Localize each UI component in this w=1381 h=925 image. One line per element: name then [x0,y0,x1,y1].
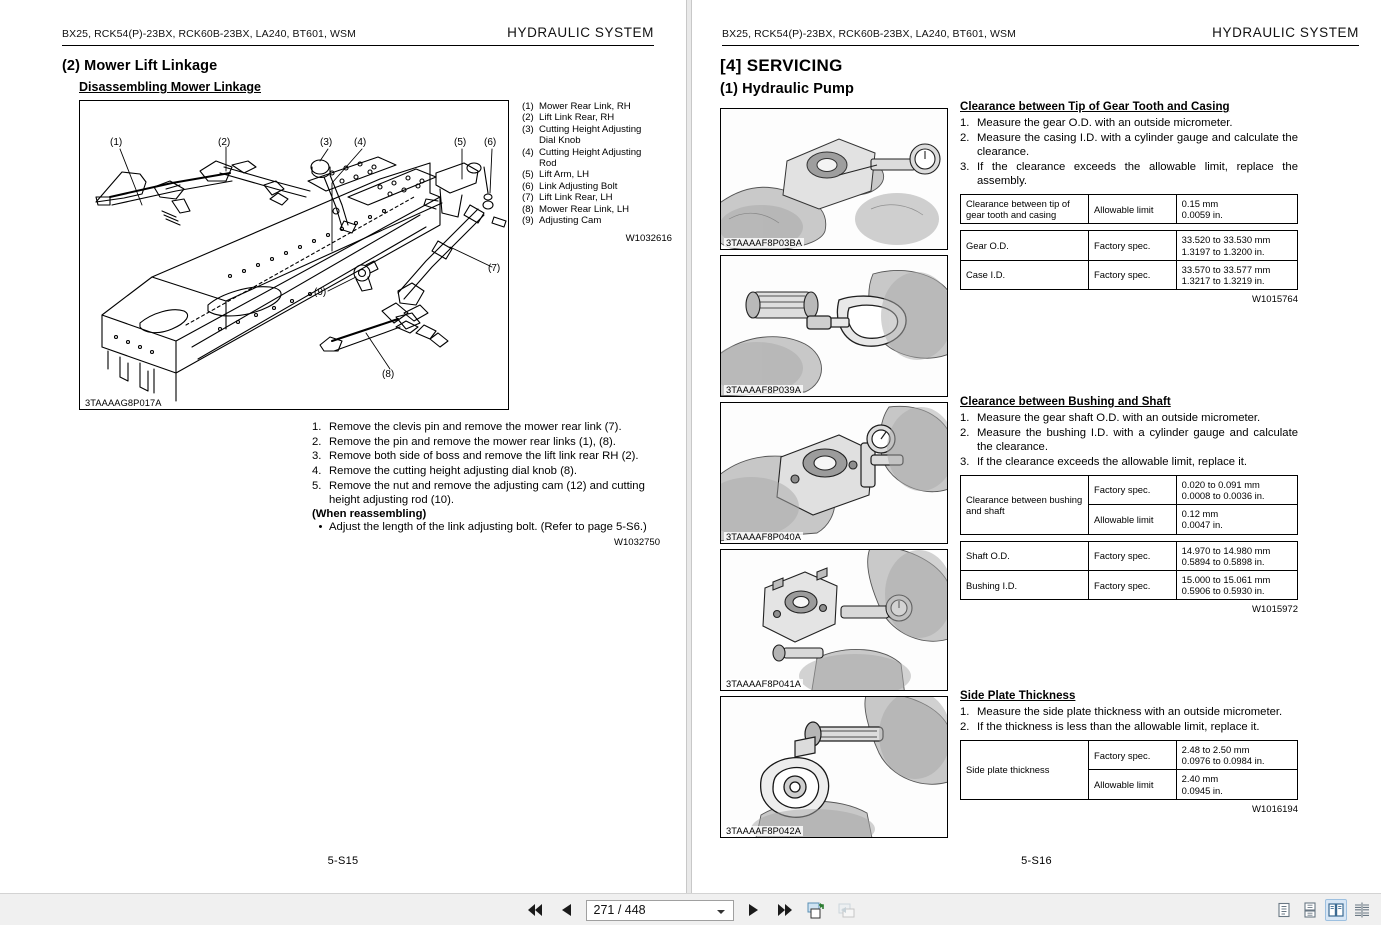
step-number: 1. [960,706,970,718]
disassembly-steps-list [312,420,660,507]
block-steps [960,411,1298,469]
list-item [960,720,1298,734]
spec-item: Gear O.D. [961,231,1089,260]
parts-legend [522,101,672,244]
svg-text:(7): (7) [488,263,501,274]
first-page-icon [527,903,543,917]
step-text: Remove both side of boss and remove the lift link rear RH (2). [329,450,639,463]
two-page-view-button[interactable] [1325,899,1347,921]
spec-value-mm: 0.12 mm [1181,508,1219,520]
part-label: Lift Link Rear, RH [539,112,615,124]
svg-text:(9): (9) [314,287,327,298]
list-item [522,181,672,192]
list-item [312,449,660,463]
part-label-cont: Dial Knob [539,135,581,147]
spec-value [1176,541,1297,570]
step-number: 5. [312,479,322,492]
page-left[interactable] [0,0,686,893]
spec-value-in: 0.5906 to 0.5930 in. [1181,585,1265,597]
step-text: Measure the gear O.D. with an outside micrometer. [977,117,1233,129]
list-item [522,147,672,158]
previous-page-button[interactable] [555,899,577,921]
export-document-button[interactable] [836,899,858,921]
spec-item: Bushing I.D. [961,571,1089,600]
list-item [960,131,1298,159]
spec-item: Clearance between tip of gear tooth and casing [961,195,1089,224]
spec-value-in: 0.5894 to 0.5898 in. [1181,555,1265,567]
photo-illustration [721,403,948,544]
reassembling-heading: (When reassembling) [312,508,427,521]
open-document-button[interactable] [805,899,827,921]
spec-type: Factory spec. [1089,541,1177,570]
spec-value-mm: 15.000 to 15.061 mm [1181,574,1271,586]
spec-value [1176,260,1297,289]
step-text: Measure the side plate thickness with an outside micrometer. [977,706,1283,718]
spec-value-mm: 33.520 to 33.530 mm [1181,234,1271,246]
diagram-callout-labels [110,137,500,380]
table-row [961,541,1298,570]
spec-item: Shaft O.D. [961,541,1089,570]
table-row [961,260,1298,289]
table-row [961,195,1298,224]
spec-value [1176,231,1297,260]
spec-item: Case I.D. [961,260,1089,289]
step-text: Measure the gear shaft O.D. with an outside micrometer. [977,412,1261,424]
list-item [522,101,672,112]
photo-gear-od-measure [720,108,948,250]
block-title: Clearance between Tip of Gear Tooth and Casing [960,101,1230,113]
header-rule [722,45,1359,46]
mower-linkage-drawing [80,101,509,410]
step-number: 2. [960,426,970,439]
last-page-button[interactable] [774,899,796,921]
spec-table-dimensions [960,541,1298,601]
subsection-title: Disassembling Mower Linkage [79,80,261,94]
parts-legend-list [522,101,672,226]
header-system-text: HYDRAULIC SYSTEM [507,25,654,40]
part-number: (3) [522,123,534,135]
step-text: Remove the nut and remove the adjusting cam (12) and cutting height adjusting rod (10). [329,479,645,507]
photo-pump-body-shaft [720,549,948,691]
spec-value-in: 0.0008 to 0.0036 in. [1181,490,1265,502]
spec-value-mm: 2.40 mm [1181,773,1219,785]
page-right[interactable] [692,0,1381,893]
page-number-field[interactable] [586,900,734,921]
step-text: Measure the bushing I.D. with a cylinder gauge and calculate the clearance. [977,426,1298,453]
header-rule [62,45,654,46]
svg-text:(3): (3) [320,137,333,148]
part-label: Cutting Height Adjusting [539,123,642,135]
step-number: 2. [960,131,970,144]
spec-value [1176,195,1297,224]
first-page-button[interactable] [524,899,546,921]
chevron-down-icon[interactable] [717,910,725,914]
step-number: 3. [312,450,322,463]
mower-linkage-diagram [79,100,509,410]
list-item [522,112,672,123]
figure-code: 3TAAAAG8P017A [85,398,162,408]
spec-value [1176,740,1297,769]
two-page-view-icon [1328,902,1344,918]
list-item [960,426,1298,454]
toolbar-navigation-group [0,894,1381,925]
list-item [960,160,1298,188]
page-header-left [62,25,654,46]
spec-type: Factory spec. [1089,740,1177,769]
list-item [522,215,672,226]
list-item [960,705,1298,719]
block-code: W1015972 [1252,604,1298,616]
step-text: Remove the cutting height adjusting dial knob (8). [329,465,578,478]
header-model-text: BX25, RCK54(P)-23BX, RCK60B-23BX, LA240, BT601, WSM [62,28,356,40]
photo-illustration [721,256,948,397]
spec-item: Clearance between bushing and shaft [961,475,1089,534]
svg-text:(2): (2) [218,137,231,148]
list-item [312,479,660,507]
photo-code: 3TAAAAF8P041A [726,679,802,689]
page-header-right [722,25,1359,46]
spec-value-mm: 2.48 to 2.50 mm [1181,743,1250,755]
spec-table-side-plate [960,740,1298,800]
continuous-page-view-button[interactable] [1299,899,1321,921]
block-title: Clearance between Bushing and Shaft [960,396,1171,408]
block-title: Side Plate Thickness [960,690,1076,702]
disassembly-steps [312,420,660,548]
spec-type: Allowable limit [1089,770,1177,799]
part-number: (1) [522,101,534,112]
list-item [312,435,660,449]
book-view-button[interactable] [1351,899,1373,921]
photo-code: 3TAAAAF8P040A [726,532,802,542]
block-steps [960,116,1298,188]
block-code: W1015764 [1252,294,1298,306]
part-number: (8) [522,203,534,215]
list-item [522,192,672,203]
step-number: 1. [960,117,970,129]
photo-code: 3TAAAAF8P042A [726,826,802,836]
continuous-page-view-icon [1302,902,1318,918]
step-number: 1. [960,412,970,424]
spec-table-dimensions [960,230,1298,290]
spec-type: Allowable limit [1089,505,1177,534]
list-item [960,455,1298,469]
step-text: Measure the casing I.D. with a cylinder gauge and calculate the clearance. [977,131,1298,158]
header-system-text: HYDRAULIC SYSTEM [1212,25,1359,40]
open-document-icon [807,902,825,919]
next-page-button[interactable] [743,899,765,921]
svg-text:(5): (5) [454,137,467,148]
hydraulic-pump-title: (1) Hydraulic Pump [720,81,854,97]
part-label: Link Adjusting Bolt [539,180,618,192]
step-text: If the clearance exceeds the allowable limit, replace the assembly. [977,160,1298,187]
book-view-icon [1354,902,1370,918]
photo-code: 3TAAAAF8P039A [726,385,802,395]
spec-value-in: 1.3197 to 1.3200 in. [1181,245,1265,257]
toolbar-view-modes-group [1273,894,1373,925]
block-steps [960,705,1298,734]
spec-value [1176,770,1297,799]
spec-type: Factory spec. [1089,260,1177,289]
step-number: 2. [312,435,322,448]
spec-type: Factory spec. [1089,231,1177,260]
reassembling-bullet-text: Adjust the length of the link adjusting bolt. (Refer to page 5-S6.) [329,521,647,534]
table-row [961,475,1298,504]
list-item [312,464,660,478]
spec-value-mm: 0.020 to 0.091 mm [1181,478,1260,490]
part-number: (6) [522,180,534,192]
export-document-icon [838,902,856,919]
block-code: W1016194 [1252,803,1298,815]
step-text: If the thickness is less than the allowable limit, replace it. [977,720,1260,733]
spec-type: Factory spec. [1089,571,1177,600]
photo-illustration [721,697,948,838]
spec-value-mm: 14.970 to 14.980 mm [1181,544,1271,556]
spec-value-mm: 0.15 mm [1181,198,1219,210]
header-model-text: BX25, RCK54(P)-23BX, RCK60B-23BX, LA240, BT601, WSM [722,28,1016,40]
single-page-view-button[interactable] [1273,899,1295,921]
step-number: 3. [960,455,970,468]
step-text: Remove the clevis pin and remove the mower rear link (7). [329,421,622,433]
part-label: Lift Link Rear, LH [539,192,613,204]
spec-value-mm: 33.570 to 33.577 mm [1181,263,1271,275]
step-number: 1. [312,421,322,433]
steps-code: W1032750 [614,537,660,549]
part-number: (9) [522,215,534,227]
single-page-view-icon [1276,902,1292,918]
list-item [960,116,1298,130]
part-label: Lift Arm, LH [539,169,590,181]
bullet-icon: • [318,521,323,534]
reassembling-bullet-row [312,520,660,534]
spec-item: Side plate thickness [961,740,1089,799]
step-text: If the clearance exceeds the allowable limit, replace it. [977,455,1248,468]
step-number: 3. [960,160,970,173]
section-title: (2) Mower Lift Linkage [62,58,218,74]
spec-value-in: 1.3217 to 1.3219 in. [1181,275,1265,287]
part-label: Mower Rear Link, RH [539,101,631,112]
spec-type: Factory spec. [1089,475,1177,504]
spec-value [1176,571,1297,600]
photo-illustration [721,109,948,250]
spec-value-in: 0.0945 in. [1181,784,1223,796]
table-row [961,571,1298,600]
next-page-icon [748,903,760,917]
svg-text:(4): (4) [354,137,367,148]
spec-block-bushing-shaft [960,396,1298,615]
photo-side-plate-micrometer [720,696,948,838]
list-item [522,204,672,215]
spec-value [1176,475,1297,504]
photo-code: 3TAAAAF8P03BA [726,238,803,248]
viewer-toolbar [0,893,1381,925]
part-label: Mower Rear Link, LH [539,203,630,215]
photo-bushing-gauge [720,402,948,544]
servicing-title: [4] SERVICING [720,56,843,75]
spec-table-clearance [960,475,1298,535]
spec-value-in: 0.0976 to 0.0984 in. [1181,755,1265,767]
svg-text:(6): (6) [484,137,497,148]
last-page-icon [777,903,793,917]
list-item [312,420,660,434]
page-number-value[interactable]: 271 / 448 [593,903,646,917]
page-number-right: 5-S16 [1021,855,1052,867]
list-item [960,411,1298,425]
step-number: 2. [960,720,970,733]
spec-table-clearance [960,194,1298,224]
list-item [522,169,672,180]
svg-text:(8): (8) [382,369,395,380]
part-number: (5) [522,169,534,181]
step-text: Remove the pin and remove the mower rear links (1), (8). [329,435,616,448]
spec-value [1176,505,1297,534]
part-label-cont: Rod [539,158,557,170]
previous-page-icon [560,903,572,917]
spec-type: Allowable limit [1089,195,1177,224]
part-number: (2) [522,112,534,124]
step-number: 4. [312,465,322,478]
parts-legend-code: W1032616 [625,233,672,245]
part-label: Adjusting Cam [539,215,602,227]
photo-illustration [721,550,948,691]
table-row [961,740,1298,769]
spec-block-side-plate [960,690,1298,815]
photo-shaft-micrometer [720,255,948,397]
page-number-left: 5-S15 [327,855,359,867]
part-number: (4) [522,146,534,158]
spec-block-gear-tooth-casing [960,101,1298,305]
svg-text:(1): (1) [110,137,123,148]
part-number: (7) [522,192,534,204]
table-row [961,231,1298,260]
list-item [522,124,672,135]
spec-value-in: 0.0059 in. [1181,209,1223,221]
part-label: Cutting Height Adjusting [539,146,642,158]
spec-value-in: 0.0047 in. [1181,519,1223,531]
